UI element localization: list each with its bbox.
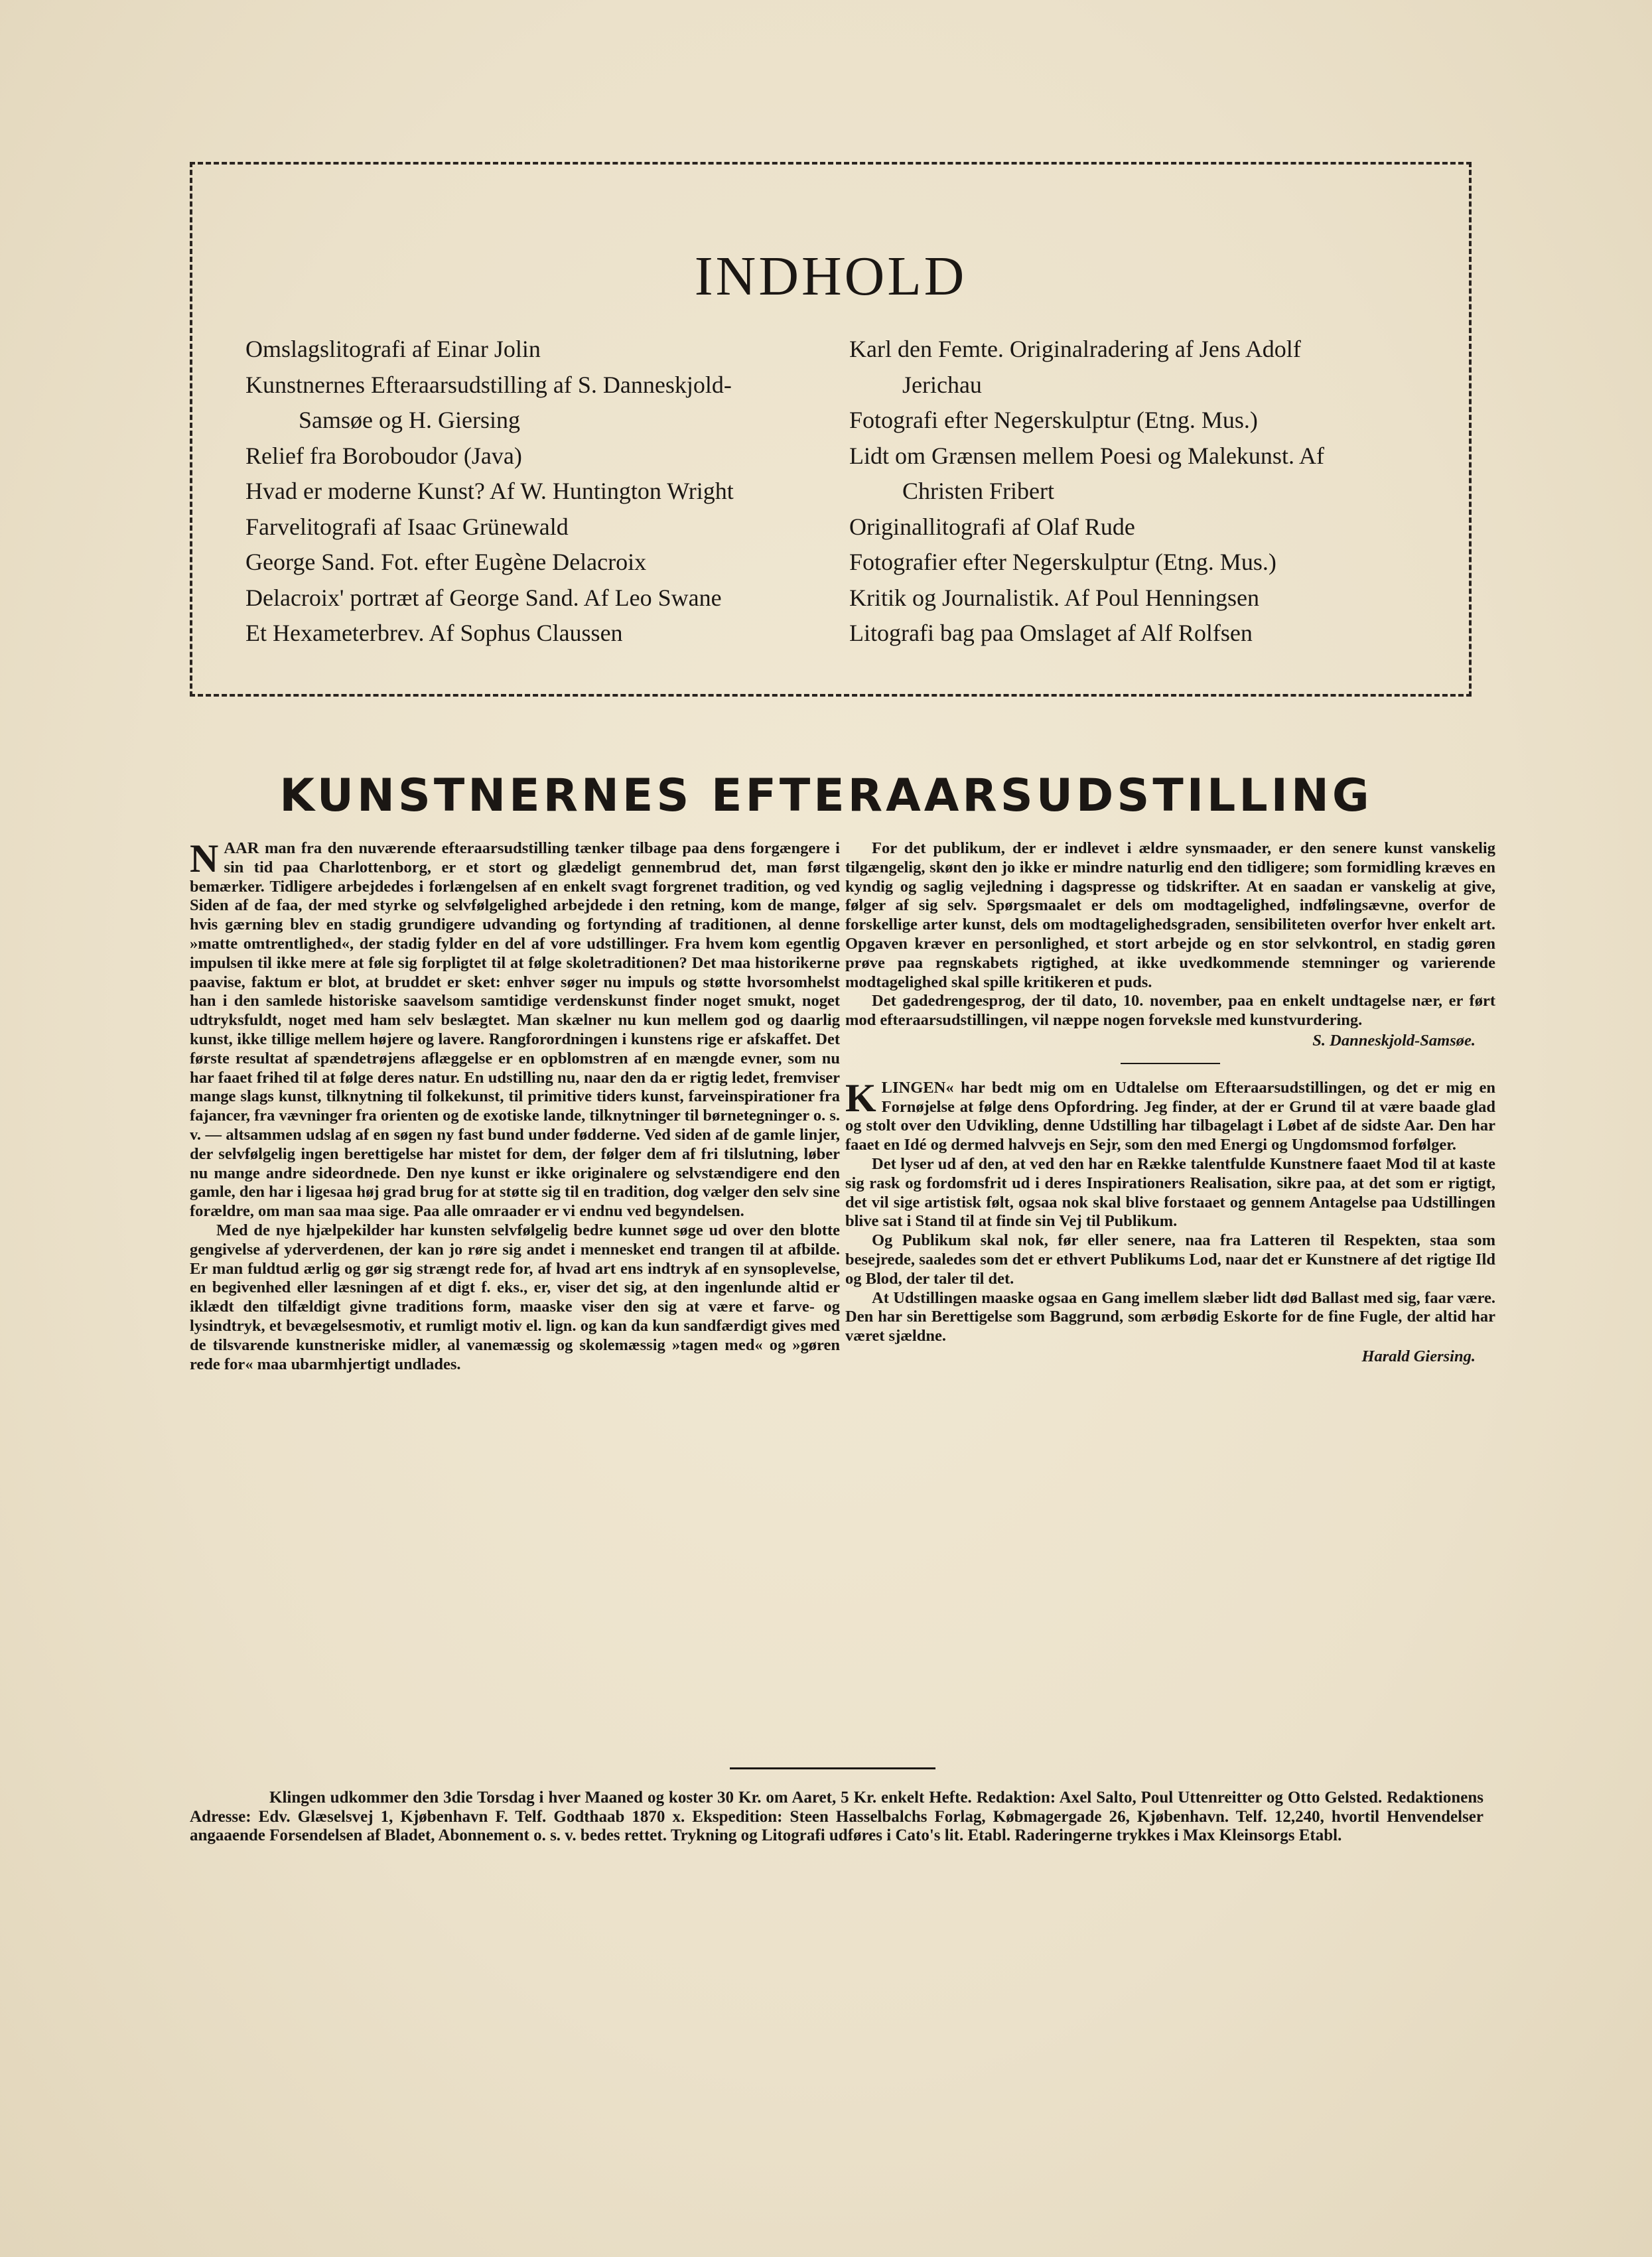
colophon bbox=[190, 1789, 1483, 1846]
toc-entry: Hvad er moderne Kunst? Af W. Huntington Wright bbox=[245, 478, 734, 504]
article-paragraph: KLINGEN« har bedt mig om en Udtalelse om Efteraarsudstillingen, og det er mig en Fornøjelse at følge dens Opfordring. Jeg finder, at der er Grund til at være baade glad og stolt over den Udvikling, denne Udstilling har tilbagelagt i Løbet af de sidste Aar. Den har faaet en Idé og dermed halvvejs en Sejr, som den med Energi og Ungdomsmod forfølger. bbox=[845, 1075, 1495, 1154]
toc-entry: Kritik og Journalistik. Af Poul Henningsen bbox=[849, 584, 1259, 611]
drop-cap: K bbox=[845, 1075, 876, 1120]
toc-entry: Jerichau bbox=[902, 371, 982, 398]
toc-title: INDHOLD bbox=[694, 245, 967, 307]
article-headline: KUNSTNERNES EFTERAARSUDSTILLING bbox=[279, 770, 1373, 822]
article-column-right bbox=[845, 839, 1495, 1367]
toc-entry: Delacroix' portræt af George Sand. Af Leo Swane bbox=[245, 584, 722, 611]
table-of-contents bbox=[190, 162, 1472, 697]
article-paragraph: At Udstillingen maaske ogsaa en Gang imellem slæber lidt død Ballast med sig, faar være. Den har sin Berettigelse som Baggrund, som ærbødig Eskorte for de fine Fugle, der altid har været sjældne. bbox=[845, 1288, 1495, 1345]
toc-entry: Litografi bag paa Omslaget af Alf Rolfsen bbox=[849, 620, 1253, 646]
article-paragraph: For det publikum, der er indlevet i ældre synsmaader, er den senere kunst vanskelig tilgængelig, skønt den jo ikke er mindre naturlig end den tidligere; som formidling kræves en kyndig og saglig vejledning i dagspresse og tidskrifter. At en saadan er vanskelig at give, følger af sig selv. Spørgsmaalet er dels om modtagelighed, indfølingsævne, overfor de forskellige arter kunst, dels om modtagelighedsgraden, sensibiliteten overfor hver enkelt art. Opgaven kræver en personlighed, et stort arbejde og en stor selvkontrol, en stadig gøren prøve paa regnskabets rigtighed, at ikke uvedkommende stemninger og varierende modtagelighed skal spille kritikeren et puds. bbox=[845, 839, 1495, 991]
toc-left-column bbox=[245, 332, 829, 651]
article-paragraph: Det lyser ud af den, at ved den har en Række talentfulde Kunstnere faaet Mod til at kaste sig rask og fordomsfrit ud i deres Inspirationers Realisation, sikre paa, at det som er rigtigt, det vil sige artistisk følt, ogsaa nok skal blive forstaaet og gennem Antagelse paa Udstillingen blive sat i Stand til at finde sin Vej til Publikum. bbox=[845, 1154, 1495, 1231]
toc-right-column bbox=[849, 332, 1433, 651]
toc-entry: Omslagslitografi af Einar Jolin bbox=[245, 336, 541, 362]
toc-entry: Kunstnernes Efteraarsudstilling af S. Danneskjold- bbox=[245, 371, 732, 398]
toc-entry: Samsøe og H. Giersing bbox=[299, 407, 520, 433]
colophon-text: Klingen udkommer den 3die Torsdag i hver Maaned og koster 30 Kr. om Aaret, 5 Kr. enkelt Hefte. Redaktion: Axel Salto, Poul Uttenreitter og Otto Gelsted. Redaktionens Adresse: Edv. Glæselsvej 1, Kjøbenhavn F. Telf. Godthaab 1870 x. Ekspedition: Steen Hasselbalchs Forlag, Købmagergade 26, Kjøbenhavn. Telf. 12,240, hvortil Henvendelser angaaende Forsendelsen af Bladet, Abonnement o. s. v. bedes rettet. Trykning og Litografi udføres i Cato's lit. Etabl. Raderingerne trykkes i Max Kleinsorgs Etabl. bbox=[190, 1789, 1483, 1844]
toc-entry: Fotografi efter Negerskulptur (Etng. Mus.) bbox=[849, 407, 1258, 433]
drop-cap: N bbox=[190, 837, 219, 880]
toc-entry: Relief fra Boroboudor (Java) bbox=[245, 442, 522, 469]
section-divider bbox=[1121, 1063, 1220, 1064]
toc-entry: Et Hexameterbrev. Af Sophus Claussen bbox=[245, 620, 623, 646]
signature: S. Danneskjold-Samsøe. bbox=[1312, 1031, 1476, 1050]
toc-entry: Lidt om Grænsen mellem Poesi og Malekunst. Af bbox=[849, 442, 1324, 469]
article-paragraph: Med de nye hjælpekilder har kunsten selvfølgelig bedre kunnet søge ud over den blotte gengivelse af yderverdenen, der kan jo røre sig andet i mennesket end trangen til at afbilde. Er man fuldtud ærlig og gør sig strængt rede for, af hvad art ens indtryk af en synsoplevelse, en begivenhed eller læsningen af et digt f. eks., er, viser det sig, at den ingenlunde altid er iklædt den tilfældigt givne traditions form, maaske viser den sig at være et farve- og lysindtryk, et bevægelsesmotiv, et rumligt motiv el. lign. og kan da kun sandfærdigt gives med de tilsvarende kunstneriske midler, al vanemæssig og skolemæssig »tagen med« og »gøren rede for« maa ubarmhjertigt undlades. bbox=[190, 1221, 840, 1373]
footer-divider bbox=[730, 1767, 935, 1769]
toc-entry: Fotografier efter Negerskulptur (Etng. Mus.) bbox=[849, 549, 1276, 575]
signature: Harald Giersing. bbox=[1361, 1347, 1476, 1365]
toc-entry: Originallitografi af Olaf Rude bbox=[849, 513, 1135, 540]
toc-entry: Farvelitografi af Isaac Grünewald bbox=[245, 513, 569, 540]
toc-entry: George Sand. Fot. efter Eugène Delacroix bbox=[245, 549, 647, 575]
article-paragraph: NAAR man fra den nuværende efteraarsudstilling tænker tilbage paa dens forgængere i sin tid paa Charlottenborg, er et stort og glædeligt gennembrud det, man først bemærker. Tidligere arbejdedes i forlængelsen af en enkelt svagt forgrenet tradition, og ved Siden af de faa, der med styrke og selvfølgelighed arbejdede i den retning, kom de mange, hvis gærning blev en stadig grundigere udvanding og fortynding af traditionen, al denne »matte omtrentlighed«, der stadig fylder en del af vore udstillinger. Fra hvem kom egentlig impulsen til ikke mere at føle sig forpligtet til at følge skoletraditionen? Det maa historikerne paavise, faktum er blot, at bruddet er sket: enhver søger nu impuls og støtte hvorsomhelst han i den samlede historiske saavelsom samtidige verdenskunst finder noget smukt, noget udtryksfuldt, noget med ham selv beslægtet. Man skælner nu kun mellem god og daarlig kunst, ikke tillige mellem højere og lavere. Rangforordningen i kunstens rige er afskaffet. Det første resultat af spændetrøjens aflæggelse er en opblomstren af en mængde evner, som nu har faaet frihed til at følge deres natur. En udstilling nu, naar den da er rigtig ledet, fremviser mange slags kunst, tilknytning til folkekunst, til primitive tiders kunst, farveinspirationer fra fajancer, fra vævninger fra orienten og de exotiske lande, tilknytninger til børnetegninger o. s. v. — altsammen udslag af en søgen ny fast bund under fødderne. Ved siden af de gamle linjer, der selvfølgelig ingen berettigelse har mistet for dem, der følger dem af fri tilslutning, løber nu mange andre sideordnede. Den nye kunst er ikke originalere og selvstændigere end den gamle, den har i ligesaa høj grad brug for at støtte sig til en tradition, dog vælger den selv sine forældre, om man saa maa sige. Paa alle omraader er vi endnu ved begyndelsen. bbox=[190, 837, 840, 1221]
toc-entry: Christen Fribert bbox=[902, 478, 1054, 504]
article-column-left bbox=[190, 839, 840, 1374]
article-paragraph: Og Publikum skal nok, før eller senere, naa fra Latteren til Respekten, staa som besejrede, saaledes som det er ethvert Publikums Lod, naar det er Kunstnere af det rigtige Ild og Blod, der taler til det. bbox=[845, 1231, 1495, 1288]
article-paragraph: Det gadedrengesprog, der til dato, 10. november, paa en enkelt undtagelse nær, er ført mod efteraarsudstillingen, vil næppe nogen forveksle med kunstvurdering. bbox=[845, 992, 1495, 1030]
toc-entry: Karl den Femte. Originalradering af Jens Adolf bbox=[849, 336, 1301, 362]
